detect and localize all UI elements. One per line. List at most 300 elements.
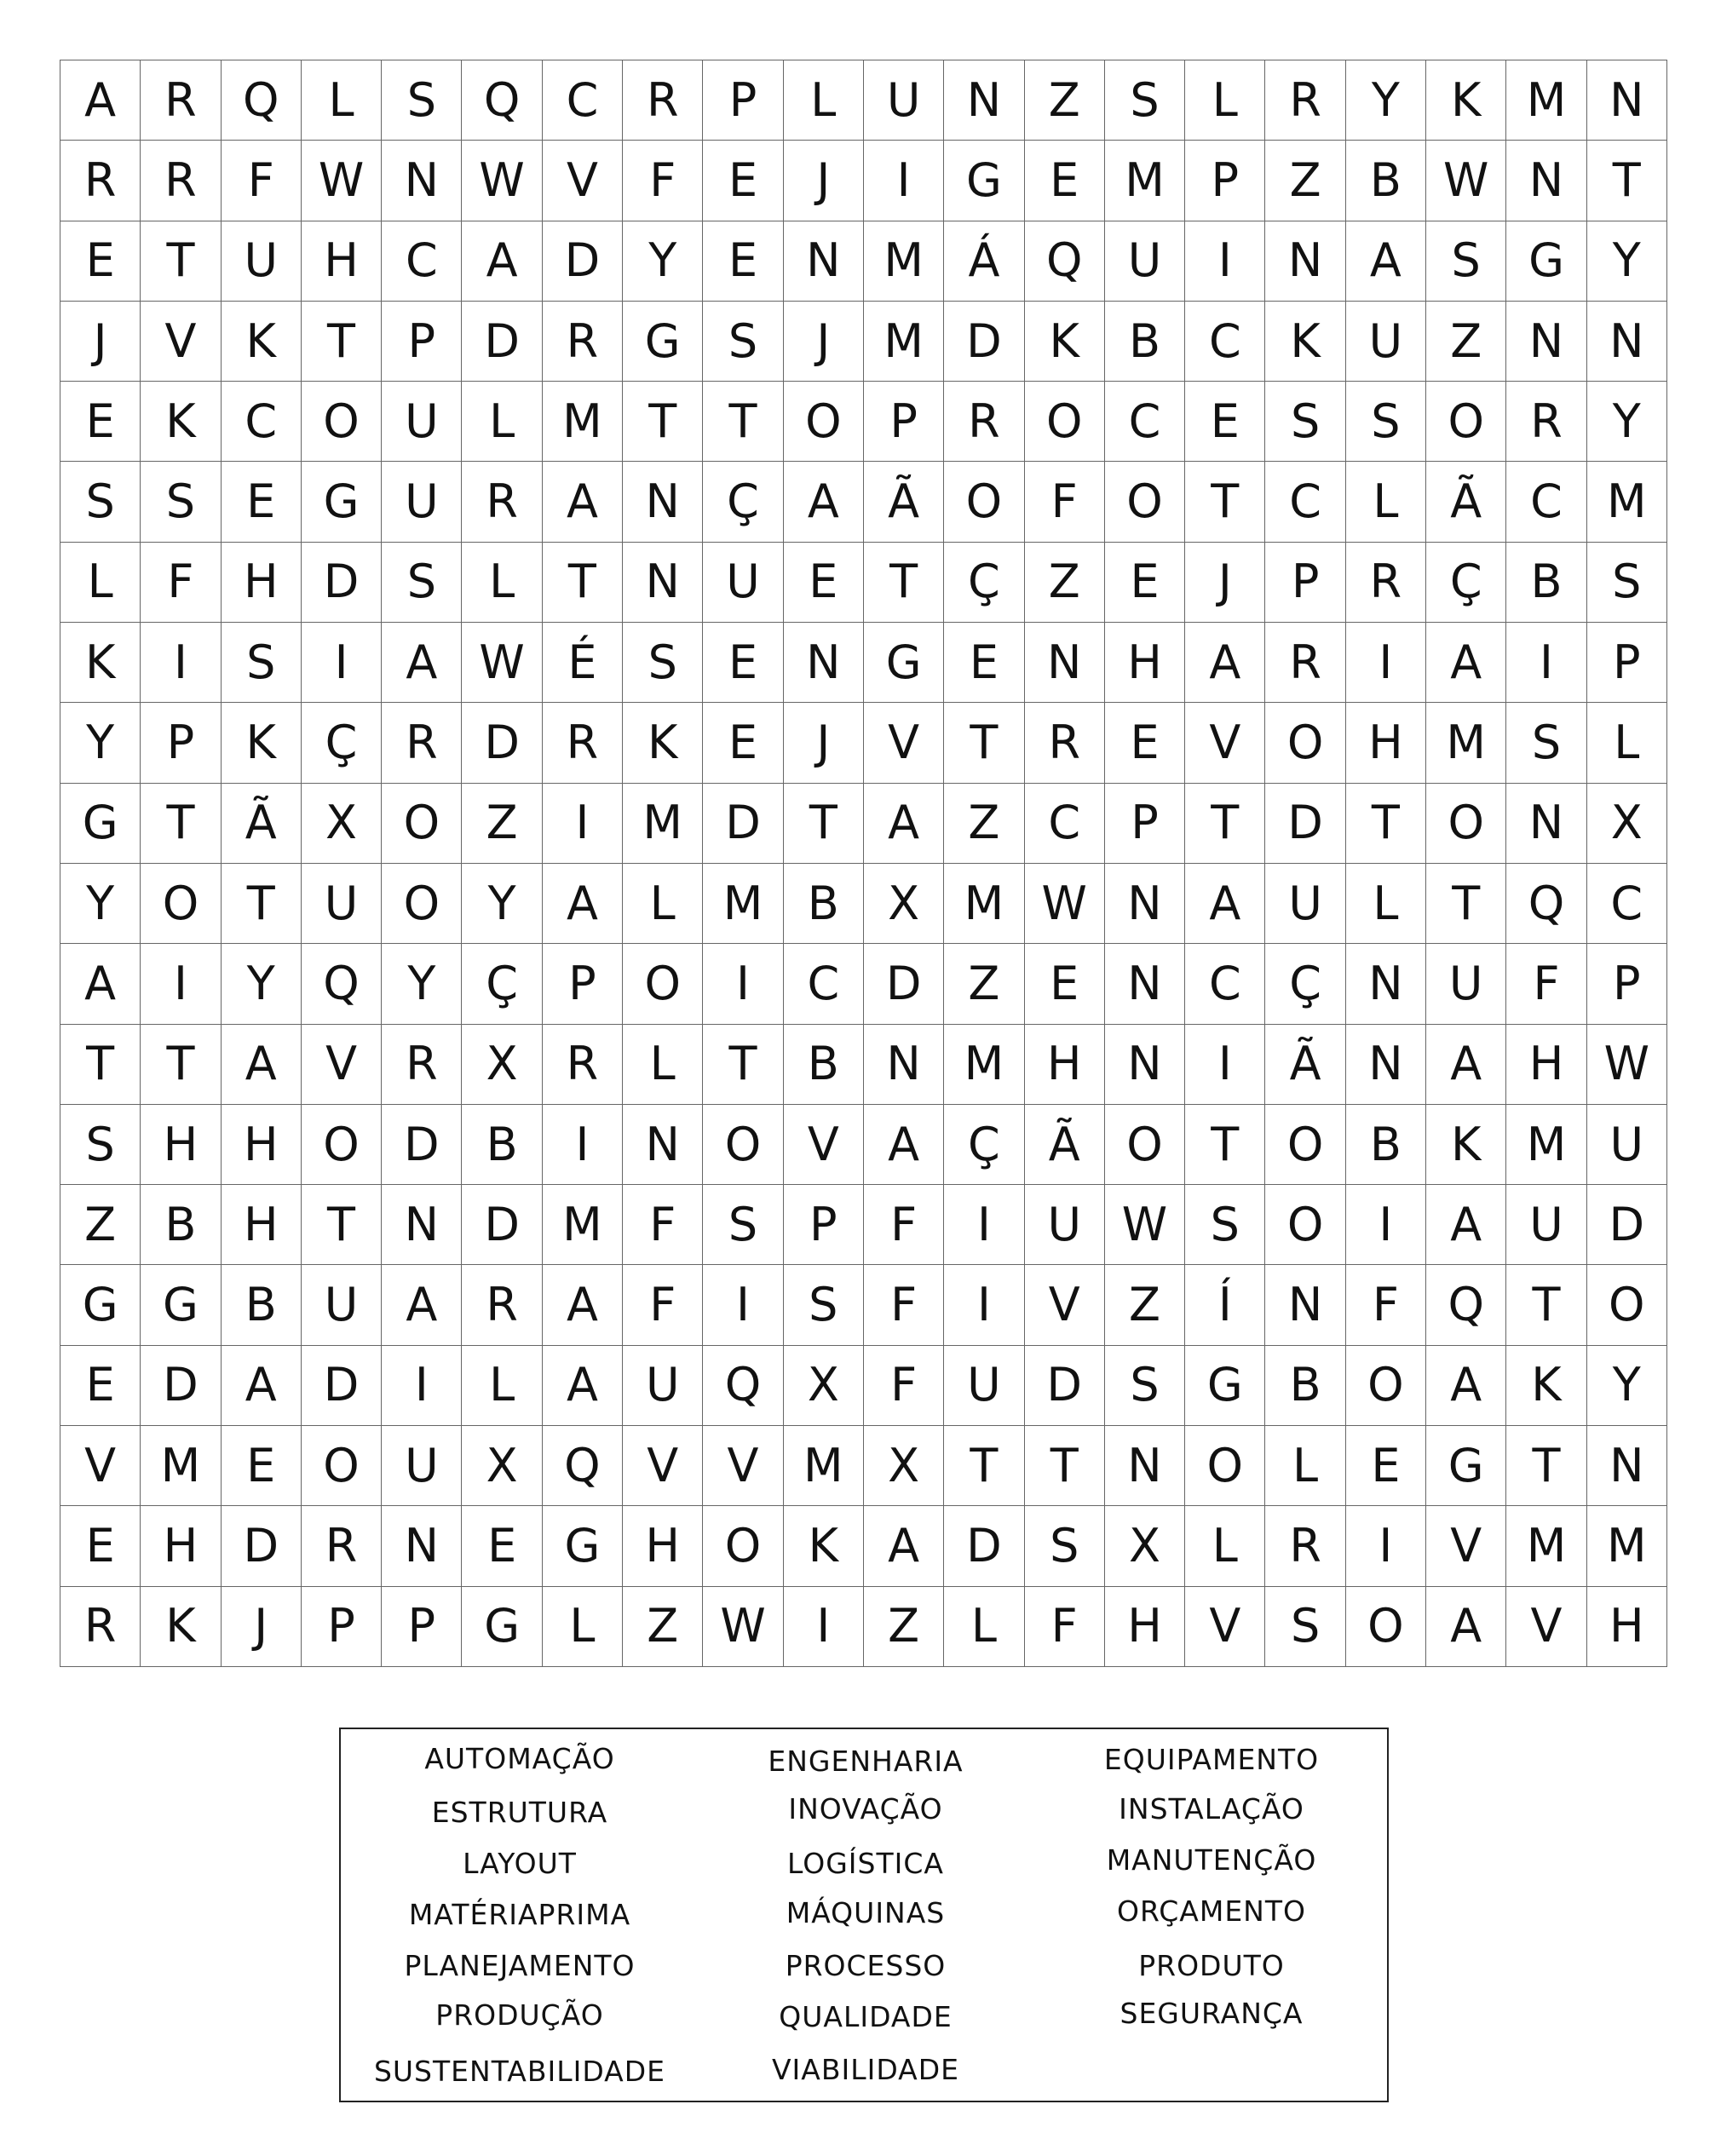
grid-cell[interactable]: C (1265, 462, 1345, 542)
grid-cell[interactable]: V (543, 141, 623, 221)
grid-cell[interactable]: I (302, 623, 382, 703)
grid-cell[interactable]: F (864, 1265, 944, 1345)
grid-cell[interactable]: L (462, 543, 542, 623)
grid-cell[interactable]: R (1025, 703, 1105, 783)
grid-cell[interactable]: Q (1426, 1265, 1506, 1345)
grid-cell[interactable]: X (1105, 1506, 1185, 1586)
grid-cell[interactable]: I (1506, 623, 1586, 703)
grid-cell[interactable]: V (1025, 1265, 1105, 1345)
grid-cell[interactable]: I (944, 1185, 1024, 1265)
grid-cell[interactable]: D (944, 302, 1024, 382)
grid-cell[interactable]: D (141, 1346, 221, 1426)
grid-cell[interactable]: B (784, 1025, 864, 1105)
grid-cell[interactable]: Y (1346, 60, 1426, 141)
grid-cell[interactable]: Z (1265, 141, 1345, 221)
grid-cell[interactable]: X (784, 1346, 864, 1426)
grid-cell[interactable]: U (1265, 864, 1345, 944)
grid-cell[interactable]: A (1426, 623, 1506, 703)
grid-cell[interactable]: S (141, 462, 221, 542)
grid-cell[interactable]: E (1025, 944, 1105, 1024)
grid-cell[interactable]: R (141, 141, 221, 221)
grid-cell[interactable]: M (1506, 1105, 1586, 1185)
grid-cell[interactable]: A (864, 1105, 944, 1185)
grid-cell[interactable]: E (462, 1506, 542, 1586)
grid-cell[interactable]: S (703, 302, 783, 382)
grid-cell[interactable]: J (1185, 543, 1265, 623)
grid-cell[interactable]: F (1025, 462, 1105, 542)
grid-cell[interactable]: T (623, 382, 703, 462)
grid-cell[interactable]: Q (703, 1346, 783, 1426)
grid-cell[interactable]: O (302, 1426, 382, 1506)
grid-cell[interactable]: V (864, 703, 944, 783)
grid-cell[interactable]: X (864, 1426, 944, 1506)
grid-cell[interactable]: C (1105, 382, 1185, 462)
grid-cell[interactable]: S (222, 623, 302, 703)
grid-cell[interactable]: T (543, 543, 623, 623)
grid-cell[interactable]: Ç (462, 944, 542, 1024)
grid-cell[interactable]: D (222, 1506, 302, 1586)
grid-cell[interactable]: W (462, 141, 542, 221)
grid-cell[interactable]: E (703, 141, 783, 221)
grid-cell[interactable]: H (1587, 1587, 1667, 1667)
grid-cell[interactable]: U (382, 1426, 462, 1506)
grid-cell[interactable]: W (1105, 1185, 1185, 1265)
grid-cell[interactable]: R (1265, 60, 1345, 141)
grid-cell[interactable]: P (1105, 784, 1185, 864)
grid-cell[interactable]: A (382, 1265, 462, 1345)
grid-cell[interactable]: A (1185, 864, 1265, 944)
grid-cell[interactable]: E (703, 623, 783, 703)
grid-cell[interactable]: V (1185, 703, 1265, 783)
grid-cell[interactable]: D (1265, 784, 1345, 864)
grid-cell[interactable]: C (1185, 302, 1265, 382)
grid-cell[interactable]: R (1265, 1506, 1345, 1586)
grid-cell[interactable]: O (944, 462, 1024, 542)
grid-cell[interactable]: C (1506, 462, 1586, 542)
grid-cell[interactable]: A (1346, 221, 1426, 302)
grid-cell[interactable]: M (784, 1426, 864, 1506)
grid-cell[interactable]: N (1105, 944, 1185, 1024)
grid-cell[interactable]: T (302, 302, 382, 382)
grid-cell[interactable]: T (1506, 1265, 1586, 1345)
grid-cell[interactable]: Z (944, 944, 1024, 1024)
grid-cell[interactable]: M (864, 221, 944, 302)
grid-cell[interactable]: M (1506, 1506, 1586, 1586)
grid-cell[interactable]: Ç (1265, 944, 1345, 1024)
grid-cell[interactable]: G (60, 1265, 141, 1345)
grid-cell[interactable]: E (1105, 703, 1185, 783)
grid-cell[interactable]: T (703, 382, 783, 462)
grid-cell[interactable]: O (1185, 1426, 1265, 1506)
grid-cell[interactable]: T (1185, 784, 1265, 864)
grid-cell[interactable]: P (1587, 623, 1667, 703)
grid-cell[interactable]: N (1346, 1025, 1426, 1105)
grid-cell[interactable]: O (703, 1506, 783, 1586)
grid-cell[interactable]: G (60, 784, 141, 864)
grid-cell[interactable]: G (302, 462, 382, 542)
grid-cell[interactable]: P (302, 1587, 382, 1667)
grid-cell[interactable]: W (1426, 141, 1506, 221)
grid-cell[interactable]: T (141, 1025, 221, 1105)
grid-cell[interactable]: I (703, 944, 783, 1024)
grid-cell[interactable]: F (1506, 944, 1586, 1024)
grid-cell[interactable]: S (1105, 60, 1185, 141)
grid-cell[interactable]: T (141, 221, 221, 302)
grid-cell[interactable]: K (1426, 1105, 1506, 1185)
grid-cell[interactable]: D (462, 302, 542, 382)
grid-cell[interactable]: S (1265, 1587, 1345, 1667)
grid-cell[interactable]: Ã (864, 462, 944, 542)
grid-cell[interactable]: B (222, 1265, 302, 1345)
grid-cell[interactable]: B (1265, 1346, 1345, 1426)
grid-cell[interactable]: R (543, 703, 623, 783)
grid-cell[interactable]: U (944, 1346, 1024, 1426)
grid-cell[interactable]: M (703, 864, 783, 944)
grid-cell[interactable]: T (1506, 1426, 1586, 1506)
grid-cell[interactable]: Ã (1025, 1105, 1105, 1185)
grid-cell[interactable]: O (1587, 1265, 1667, 1345)
grid-cell[interactable]: A (1426, 1185, 1506, 1265)
grid-cell[interactable]: O (1346, 1587, 1426, 1667)
grid-cell[interactable]: A (543, 864, 623, 944)
grid-cell[interactable]: O (1105, 462, 1185, 542)
grid-cell[interactable]: H (222, 543, 302, 623)
grid-cell[interactable]: N (382, 1506, 462, 1586)
grid-cell[interactable]: E (703, 221, 783, 302)
grid-cell[interactable]: P (543, 944, 623, 1024)
grid-cell[interactable]: O (382, 864, 462, 944)
grid-cell[interactable]: A (1426, 1587, 1506, 1667)
grid-cell[interactable]: I (382, 1346, 462, 1426)
grid-cell[interactable]: Y (382, 944, 462, 1024)
grid-cell[interactable]: J (784, 141, 864, 221)
grid-cell[interactable]: I (703, 1265, 783, 1345)
grid-cell[interactable]: D (382, 1105, 462, 1185)
grid-cell[interactable]: H (1025, 1025, 1105, 1105)
grid-cell[interactable]: Á (944, 221, 1024, 302)
grid-cell[interactable]: M (543, 382, 623, 462)
grid-cell[interactable]: K (623, 703, 703, 783)
grid-cell[interactable]: S (1426, 221, 1506, 302)
grid-cell[interactable]: S (703, 1185, 783, 1265)
grid-cell[interactable]: U (302, 1265, 382, 1345)
grid-cell[interactable]: G (944, 141, 1024, 221)
grid-cell[interactable]: N (382, 141, 462, 221)
grid-cell[interactable]: S (784, 1265, 864, 1345)
grid-cell[interactable]: K (1265, 302, 1345, 382)
grid-cell[interactable]: E (222, 462, 302, 542)
grid-cell[interactable]: S (60, 462, 141, 542)
grid-cell[interactable]: J (784, 302, 864, 382)
grid-cell[interactable]: R (623, 60, 703, 141)
grid-cell[interactable]: A (462, 221, 542, 302)
grid-cell[interactable]: P (1587, 944, 1667, 1024)
grid-cell[interactable]: M (944, 1025, 1024, 1105)
grid-cell[interactable]: Ã (222, 784, 302, 864)
grid-cell[interactable]: T (302, 1185, 382, 1265)
grid-cell[interactable]: I (1346, 623, 1426, 703)
grid-cell[interactable]: D (864, 944, 944, 1024)
grid-cell[interactable]: D (703, 784, 783, 864)
grid-cell[interactable]: X (302, 784, 382, 864)
grid-cell[interactable]: S (1587, 543, 1667, 623)
grid-cell[interactable]: C (382, 221, 462, 302)
grid-cell[interactable]: D (462, 1185, 542, 1265)
grid-cell[interactable]: N (784, 623, 864, 703)
grid-cell[interactable]: Z (60, 1185, 141, 1265)
grid-cell[interactable]: N (1105, 1426, 1185, 1506)
grid-cell[interactable]: D (1025, 1346, 1105, 1426)
grid-cell[interactable]: U (302, 864, 382, 944)
grid-cell[interactable]: K (222, 703, 302, 783)
grid-cell[interactable]: I (543, 784, 623, 864)
grid-cell[interactable]: N (1265, 221, 1345, 302)
grid-cell[interactable]: Ã (1426, 462, 1506, 542)
grid-cell[interactable]: P (784, 1185, 864, 1265)
grid-cell[interactable]: L (784, 60, 864, 141)
grid-cell[interactable]: A (222, 1025, 302, 1105)
grid-cell[interactable]: Y (1587, 382, 1667, 462)
grid-cell[interactable]: A (543, 1346, 623, 1426)
grid-cell[interactable]: L (462, 1346, 542, 1426)
grid-cell[interactable]: L (302, 60, 382, 141)
grid-cell[interactable]: A (1185, 623, 1265, 703)
grid-cell[interactable]: P (141, 703, 221, 783)
grid-cell[interactable]: G (623, 302, 703, 382)
grid-cell[interactable]: Ã (1265, 1025, 1345, 1105)
grid-cell[interactable]: E (60, 221, 141, 302)
grid-cell[interactable]: K (60, 623, 141, 703)
grid-cell[interactable]: E (1025, 141, 1105, 221)
grid-cell[interactable]: R (382, 703, 462, 783)
grid-cell[interactable]: G (1426, 1426, 1506, 1506)
grid-cell[interactable]: E (60, 382, 141, 462)
grid-cell[interactable]: L (944, 1587, 1024, 1667)
grid-cell[interactable]: M (1105, 141, 1185, 221)
grid-cell[interactable]: S (1025, 1506, 1105, 1586)
grid-cell[interactable]: V (703, 1426, 783, 1506)
grid-cell[interactable]: I (1185, 221, 1265, 302)
grid-cell[interactable]: N (1105, 1025, 1185, 1105)
grid-cell[interactable]: C (784, 944, 864, 1024)
grid-cell[interactable]: J (222, 1587, 302, 1667)
grid-cell[interactable]: M (623, 784, 703, 864)
grid-cell[interactable]: R (462, 462, 542, 542)
grid-cell[interactable]: N (1587, 1426, 1667, 1506)
grid-cell[interactable]: H (302, 221, 382, 302)
grid-cell[interactable]: K (141, 1587, 221, 1667)
grid-cell[interactable]: G (864, 623, 944, 703)
grid-cell[interactable]: M (944, 864, 1024, 944)
grid-cell[interactable]: U (1105, 221, 1185, 302)
grid-cell[interactable]: H (623, 1506, 703, 1586)
grid-cell[interactable]: M (543, 1185, 623, 1265)
grid-cell[interactable]: T (1426, 864, 1506, 944)
grid-cell[interactable]: C (1025, 784, 1105, 864)
grid-cell[interactable]: S (1506, 703, 1586, 783)
grid-cell[interactable]: C (222, 382, 302, 462)
grid-cell[interactable]: U (382, 382, 462, 462)
grid-cell[interactable]: I (1346, 1185, 1426, 1265)
grid-cell[interactable]: R (543, 302, 623, 382)
grid-cell[interactable]: N (944, 60, 1024, 141)
grid-cell[interactable]: T (864, 543, 944, 623)
grid-cell[interactable]: F (623, 1185, 703, 1265)
grid-cell[interactable]: X (864, 864, 944, 944)
grid-cell[interactable]: Y (60, 703, 141, 783)
grid-cell[interactable]: P (1265, 543, 1345, 623)
grid-cell[interactable]: L (623, 1025, 703, 1105)
grid-cell[interactable]: H (141, 1506, 221, 1586)
grid-cell[interactable]: Z (944, 784, 1024, 864)
grid-cell[interactable]: O (703, 1105, 783, 1185)
grid-cell[interactable]: I (944, 1265, 1024, 1345)
grid-cell[interactable]: R (462, 1265, 542, 1345)
grid-cell[interactable]: Ç (944, 543, 1024, 623)
grid-cell[interactable]: H (1105, 1587, 1185, 1667)
grid-cell[interactable]: N (1587, 302, 1667, 382)
grid-cell[interactable]: Y (623, 221, 703, 302)
grid-cell[interactable]: É (543, 623, 623, 703)
grid-cell[interactable]: H (1105, 623, 1185, 703)
grid-cell[interactable]: D (302, 543, 382, 623)
grid-cell[interactable]: M (1506, 60, 1586, 141)
grid-cell[interactable]: W (302, 141, 382, 221)
grid-cell[interactable]: C (543, 60, 623, 141)
grid-cell[interactable]: A (60, 60, 141, 141)
grid-cell[interactable]: K (141, 382, 221, 462)
grid-cell[interactable]: V (60, 1426, 141, 1506)
grid-cell[interactable]: C (1587, 864, 1667, 944)
grid-cell[interactable]: X (462, 1025, 542, 1105)
grid-cell[interactable]: F (864, 1185, 944, 1265)
grid-cell[interactable]: R (1506, 382, 1586, 462)
grid-cell[interactable]: S (382, 543, 462, 623)
grid-cell[interactable]: E (222, 1426, 302, 1506)
grid-cell[interactable]: T (1185, 1105, 1265, 1185)
grid-cell[interactable]: L (543, 1587, 623, 1667)
grid-cell[interactable]: E (784, 543, 864, 623)
grid-cell[interactable]: J (784, 703, 864, 783)
grid-cell[interactable]: E (1185, 382, 1265, 462)
grid-cell[interactable]: U (1346, 302, 1426, 382)
grid-cell[interactable]: Z (1426, 302, 1506, 382)
grid-cell[interactable]: T (60, 1025, 141, 1105)
grid-cell[interactable]: T (944, 1426, 1024, 1506)
grid-cell[interactable]: U (222, 221, 302, 302)
grid-cell[interactable]: Z (1025, 543, 1105, 623)
grid-cell[interactable]: B (1346, 1105, 1426, 1185)
grid-cell[interactable]: W (703, 1587, 783, 1667)
grid-cell[interactable]: L (462, 382, 542, 462)
grid-cell[interactable]: G (1506, 221, 1586, 302)
grid-cell[interactable]: O (302, 382, 382, 462)
grid-cell[interactable]: V (1506, 1587, 1586, 1667)
grid-cell[interactable]: N (864, 1025, 944, 1105)
grid-cell[interactable]: H (1346, 703, 1426, 783)
grid-cell[interactable]: O (302, 1105, 382, 1185)
grid-cell[interactable]: O (1265, 1105, 1345, 1185)
grid-cell[interactable]: X (462, 1426, 542, 1506)
grid-cell[interactable]: R (543, 1025, 623, 1105)
grid-cell[interactable]: L (1587, 703, 1667, 783)
grid-cell[interactable]: S (623, 623, 703, 703)
grid-cell[interactable]: A (222, 1346, 302, 1426)
grid-cell[interactable]: O (1265, 1185, 1345, 1265)
grid-cell[interactable]: T (1587, 141, 1667, 221)
grid-cell[interactable]: I (1346, 1506, 1426, 1586)
grid-cell[interactable]: A (382, 623, 462, 703)
grid-cell[interactable]: S (1185, 1185, 1265, 1265)
grid-cell[interactable]: T (1025, 1426, 1105, 1506)
grid-cell[interactable]: L (1185, 1506, 1265, 1586)
grid-cell[interactable]: U (623, 1346, 703, 1426)
grid-cell[interactable]: Y (462, 864, 542, 944)
grid-cell[interactable]: K (222, 302, 302, 382)
grid-cell[interactable]: M (141, 1426, 221, 1506)
grid-cell[interactable]: F (1346, 1265, 1426, 1345)
grid-cell[interactable]: I (1185, 1025, 1265, 1105)
grid-cell[interactable]: U (864, 60, 944, 141)
grid-cell[interactable]: Z (462, 784, 542, 864)
grid-cell[interactable]: D (302, 1346, 382, 1426)
grid-cell[interactable]: F (864, 1346, 944, 1426)
grid-cell[interactable]: B (462, 1105, 542, 1185)
grid-cell[interactable]: T (141, 784, 221, 864)
grid-cell[interactable]: Q (1506, 864, 1586, 944)
grid-cell[interactable]: H (222, 1105, 302, 1185)
grid-cell[interactable]: B (141, 1185, 221, 1265)
grid-cell[interactable]: Q (462, 60, 542, 141)
grid-cell[interactable]: J (60, 302, 141, 382)
grid-cell[interactable]: O (382, 784, 462, 864)
grid-cell[interactable]: E (1105, 543, 1185, 623)
grid-cell[interactable]: M (1426, 703, 1506, 783)
grid-cell[interactable]: L (1346, 462, 1426, 542)
grid-cell[interactable]: T (222, 864, 302, 944)
grid-cell[interactable]: N (1506, 784, 1586, 864)
grid-cell[interactable]: M (864, 302, 944, 382)
grid-cell[interactable]: H (141, 1105, 221, 1185)
grid-cell[interactable]: O (141, 864, 221, 944)
grid-cell[interactable]: R (302, 1506, 382, 1586)
grid-cell[interactable]: M (1587, 1506, 1667, 1586)
grid-cell[interactable]: V (1426, 1506, 1506, 1586)
grid-cell[interactable]: N (623, 1105, 703, 1185)
grid-cell[interactable]: D (1587, 1185, 1667, 1265)
grid-cell[interactable]: A (864, 784, 944, 864)
grid-cell[interactable]: A (784, 462, 864, 542)
grid-cell[interactable]: U (703, 543, 783, 623)
grid-cell[interactable]: H (1506, 1025, 1586, 1105)
grid-cell[interactable]: U (1587, 1105, 1667, 1185)
grid-cell[interactable]: F (141, 543, 221, 623)
grid-cell[interactable]: A (543, 1265, 623, 1345)
grid-cell[interactable]: Ç (703, 462, 783, 542)
grid-cell[interactable]: N (1105, 864, 1185, 944)
grid-cell[interactable]: V (141, 302, 221, 382)
grid-cell[interactable]: U (1025, 1185, 1105, 1265)
grid-cell[interactable]: P (703, 60, 783, 141)
grid-cell[interactable]: D (462, 703, 542, 783)
grid-cell[interactable]: L (1185, 60, 1265, 141)
grid-cell[interactable]: R (944, 382, 1024, 462)
grid-cell[interactable]: B (1105, 302, 1185, 382)
grid-cell[interactable]: Q (1025, 221, 1105, 302)
grid-cell[interactable]: I (141, 623, 221, 703)
grid-cell[interactable]: R (60, 1587, 141, 1667)
grid-cell[interactable]: P (382, 302, 462, 382)
